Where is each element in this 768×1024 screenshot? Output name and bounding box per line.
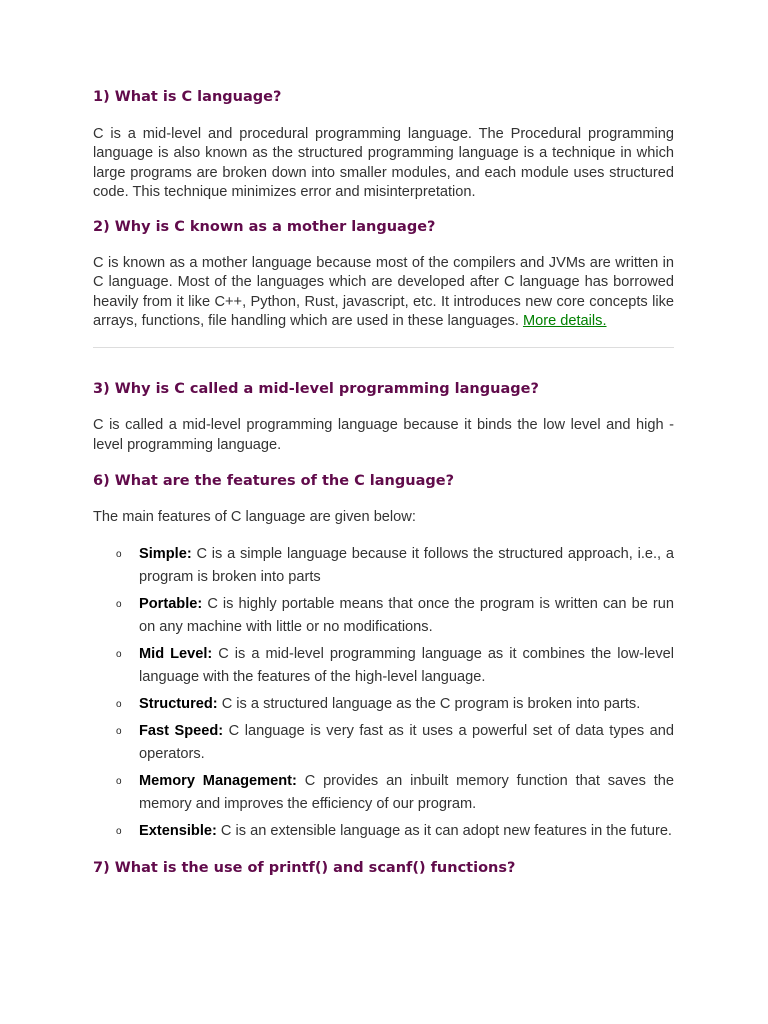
bullet-icon: o <box>116 599 122 611</box>
feature-term: Portable: <box>139 596 203 613</box>
feature-text: C is an extensible language as it can adopt new features in the future. <box>216 823 672 840</box>
answer-paragraph-3: C is called a mid-level programming language because it binds the low level and high -level programming language. <box>93 417 674 453</box>
section-separator <box>93 347 674 348</box>
feature-term: Simple: <box>139 546 192 563</box>
feature-text: C provides an inbuilt memory function that saves the memory and improves the efficiency of our program. <box>139 773 675 813</box>
bullet-icon: o <box>116 649 122 661</box>
question-heading-3: 3) Why is C called a mid-level programming language? <box>93 381 539 398</box>
feature-item-structured <box>93 693 674 716</box>
feature-term: Mid Level: <box>139 646 213 663</box>
feature-item-memory-management <box>93 770 674 816</box>
answer-paragraph-6: The main features of C language are given below: <box>93 508 416 525</box>
answer-paragraph-2 <box>93 254 674 331</box>
answer-paragraph-2-text: C is known as a mother language because most of the compilers and JVMs are written in C language. Most of the languages which are developed after C language has borrowed heavily from it like C++, Python, Rust, javascript, etc. It introduces new core concepts like arrays, functions, file handling which are used in these languages. <box>93 255 674 330</box>
feature-term: Memory Management: <box>139 773 297 790</box>
question-heading-6: 6) What are the features of the C language? <box>93 472 454 489</box>
feature-text: C is a structured language as the C program is broken into parts. <box>217 696 641 713</box>
feature-term: Fast Speed: <box>139 723 224 740</box>
feature-item-portable <box>93 593 674 639</box>
bullet-icon: o <box>116 826 122 838</box>
features-list <box>93 543 674 843</box>
feature-item-mid-level <box>93 643 674 689</box>
feature-text: C is highly portable means that once the program is written can be run on any machine with little or no modifications. <box>139 596 674 636</box>
feature-term: Structured: <box>139 696 218 713</box>
question-heading-2: 2) Why is C known as a mother language? <box>93 219 436 236</box>
feature-text: C is a mid-level programming language as it combines the low-level language with the features of the high-level language. <box>139 646 674 686</box>
feature-item-fast-speed <box>93 720 674 766</box>
question-heading-1: 1) What is C language? <box>93 89 282 105</box>
bullet-icon: o <box>116 699 122 711</box>
document-content <box>93 86 674 879</box>
feature-term: Extensible: <box>139 823 217 840</box>
bullet-icon: o <box>116 776 122 788</box>
feature-text: C language is very fast as it uses a powerful set of data types and operators. <box>139 723 674 763</box>
bullet-icon: o <box>116 726 122 738</box>
question-heading-7: 7) What is the use of printf() and scanf() functions? <box>93 860 516 877</box>
feature-item-extensible <box>93 820 674 843</box>
more-details-link[interactable]: More details. <box>522 313 607 330</box>
feature-text: C is a simple language because it follows the structured approach, i.e., a program is broken into parts <box>139 546 674 586</box>
feature-item-simple <box>93 543 674 589</box>
bullet-icon: o <box>116 549 122 561</box>
answer-paragraph-1: C is a mid-level and procedural programming language. The Procedural programming language is also known as the structured programming language is a technique in which large programs are broken down into smaller modules, and each module uses structured code. This technique minimizes error and misinterpretation. <box>93 126 674 200</box>
